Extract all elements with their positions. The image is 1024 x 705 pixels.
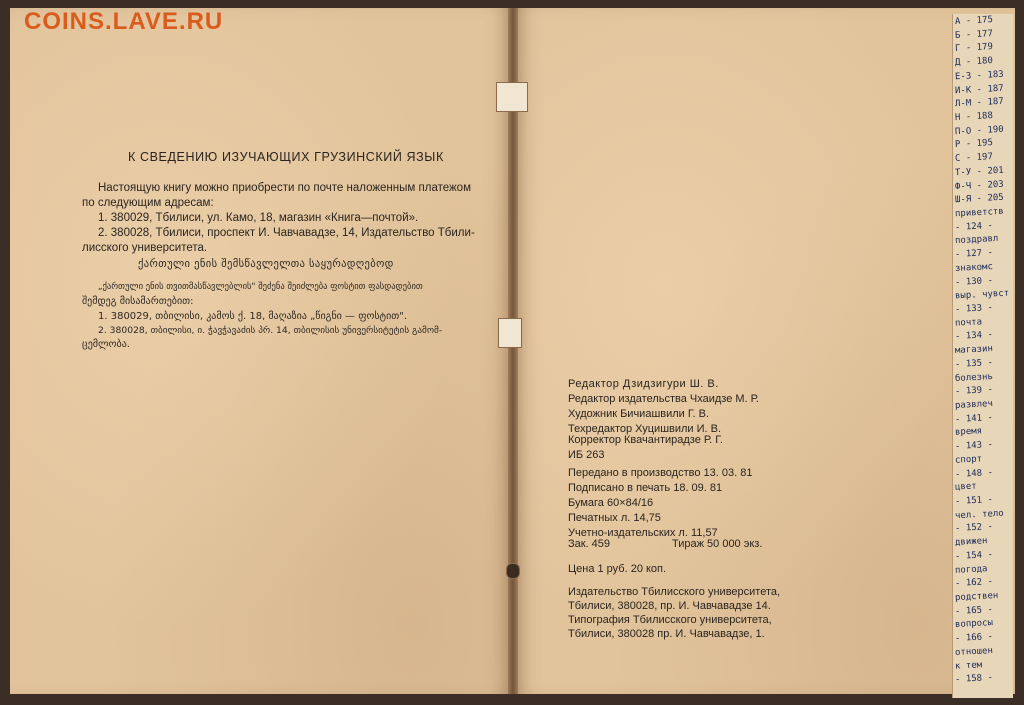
index-entry: чел. тело [954, 508, 1005, 521]
notice-heading: К СВЕДЕНИЮ ИЗУЧАЮЩИХ ГРУЗИНСКИЙ ЯЗЫК [128, 150, 444, 164]
stitch-top [496, 82, 528, 112]
price: Цена 1 руб. 20 коп. [568, 563, 667, 575]
index-entry: время [954, 426, 983, 439]
georgian-line: 2. 380028, თბილისი, ი. ჭავჭავაძის პრ. 14, თბილისის უნივერსიტეტის გამომ- [98, 325, 443, 336]
index-entry: знакомс [954, 261, 994, 274]
print-detail: Подписано в печать 18. 09. 81 [568, 482, 723, 494]
publisher-line: Типография Тбилисского университета, [568, 614, 772, 626]
index-entry: отношен [954, 645, 994, 658]
credit-editor: Редактор Дзидзигури Ш. В. [568, 378, 719, 390]
index-entry: - 141 - [954, 412, 994, 425]
index-entry: развлеч [954, 399, 994, 411]
index-entry: болезнь [954, 371, 994, 384]
georgian-line: შემდეგ მისამართებით: [82, 296, 194, 307]
notice-line: лисского университета. [82, 242, 208, 254]
index-entry: - 139 - [954, 385, 994, 398]
index-entry: цвет [954, 481, 977, 493]
credit-publishing-editor: Редактор издательства Чхаидзе М. Р. [568, 393, 759, 405]
print-detail: Печатных л. 14,75 [568, 512, 661, 524]
index-entry: погода [954, 563, 988, 576]
index-entry: почта [954, 317, 983, 329]
index-entry: - 124 - [954, 220, 994, 233]
georgian-line: „ქართული ენის თვითმასწავლებლის" შეძენა შეიძლება ფოსტით ფასდადებით [98, 282, 423, 292]
index-entry: Ш-Я - 205 [954, 193, 1005, 206]
watermark: COINS.LAVE.RU [24, 8, 224, 35]
georgian-heading: ქართული ენის შემსწავლელთა საყურადღებოდ [138, 258, 394, 270]
index-entry: - 166 - [954, 632, 994, 645]
georgian-line: 1. 380029, თბილისი, კამოს ქ. 18, მაღაზია „წიგნი — ფოსტით". [98, 311, 408, 322]
index-entry: Н - 188 [954, 111, 994, 123]
stitch-middle [498, 318, 522, 348]
index-entry: поздравл [954, 234, 999, 247]
notice-line: 1. 380029, Тбилиси, ул. Камо, 18, магазин «Книга—почтой». [98, 212, 419, 224]
index-entry: А - 175 [954, 15, 994, 27]
index-entry: И-К - 187 [954, 83, 1005, 96]
index-entry: Е-З - 183 [954, 69, 1005, 83]
credit-artist: Художник Бичиашвили Г. В. [568, 408, 709, 420]
index-entry: магазин [954, 344, 994, 357]
index-entry: - 152 - [954, 522, 994, 535]
index-entry: к тем [954, 659, 983, 672]
index-entry: родствен [954, 590, 999, 604]
index-entry: Л-М - 187 [954, 97, 1005, 110]
index-entry: - 143 - [954, 440, 994, 453]
order-number: Зак. 459 [568, 538, 611, 550]
index-entry: Г - 179 [954, 42, 994, 55]
index-entry: П-О - 190 [954, 124, 1005, 137]
georgian-line: ცემლობა. [82, 339, 130, 350]
print-detail: Учетно-издательских л. 11,57 [568, 527, 718, 539]
index-entry: Ф-Ч - 203 [954, 179, 1005, 192]
index-entry: выр. чувст [954, 288, 1010, 302]
index-entry: Т-У - 201 [954, 165, 1005, 179]
left-page [10, 8, 513, 694]
credit-tech-editor: Техредактор Хуцишвили И. В. [568, 423, 722, 435]
print-run: Тираж 50 000 экз. [672, 538, 763, 550]
notice-line: Настоящую книгу можно приобрести по почте наложенным платежом [98, 182, 471, 194]
ib-number: ИБ 263 [568, 449, 605, 461]
index-entry: - 162 - [954, 577, 994, 590]
stitch-bottom [506, 563, 520, 579]
notice-line: по следующим адресам: [82, 197, 214, 209]
credit-proofreader: Корректор Квачантирадзе Р. Г. [568, 434, 723, 446]
index-entry: Р - 195 [954, 138, 994, 151]
index-entry: Д - 180 [954, 56, 994, 69]
index-entry: - 134 - [954, 330, 994, 343]
publisher-line: Издательство Тбилисского университета, [568, 586, 781, 598]
print-detail: Бумага 60×84/16 [568, 497, 654, 509]
index-entry: - 148 - [954, 467, 994, 480]
print-detail: Передано в производство 13. 03. 81 [568, 467, 753, 479]
index-entry: - 135 - [954, 357, 994, 370]
index-entry: спорт [954, 454, 983, 466]
index-entry: движен [954, 536, 988, 548]
publisher-line: Тбилиси, 380028, пр. И. Чавчавадзе 14. [568, 600, 771, 612]
index-entry: приветств [954, 206, 1005, 220]
index-entry: С - 197 [954, 152, 994, 165]
index-entry: Б - 177 [954, 28, 994, 41]
index-entry: - 133 - [954, 303, 994, 315]
index-entry: - 165 - [954, 604, 994, 617]
index-entry: - 158 - [954, 673, 994, 686]
index-entry: вопросы [954, 618, 994, 631]
index-entry: - 154 - [954, 549, 994, 562]
index-entry: - 127 - [954, 248, 994, 261]
notice-line: 2. 380028, Тбилиси, проспект И. Чавчавадзе, 14, Издательство Тбили- [98, 227, 475, 239]
publisher-line: Тбилиси, 380028 пр. И. Чавчавадзе, 1. [568, 628, 765, 640]
index-entry: - 130 - [954, 275, 994, 288]
index-entry: - 151 - [954, 495, 994, 507]
